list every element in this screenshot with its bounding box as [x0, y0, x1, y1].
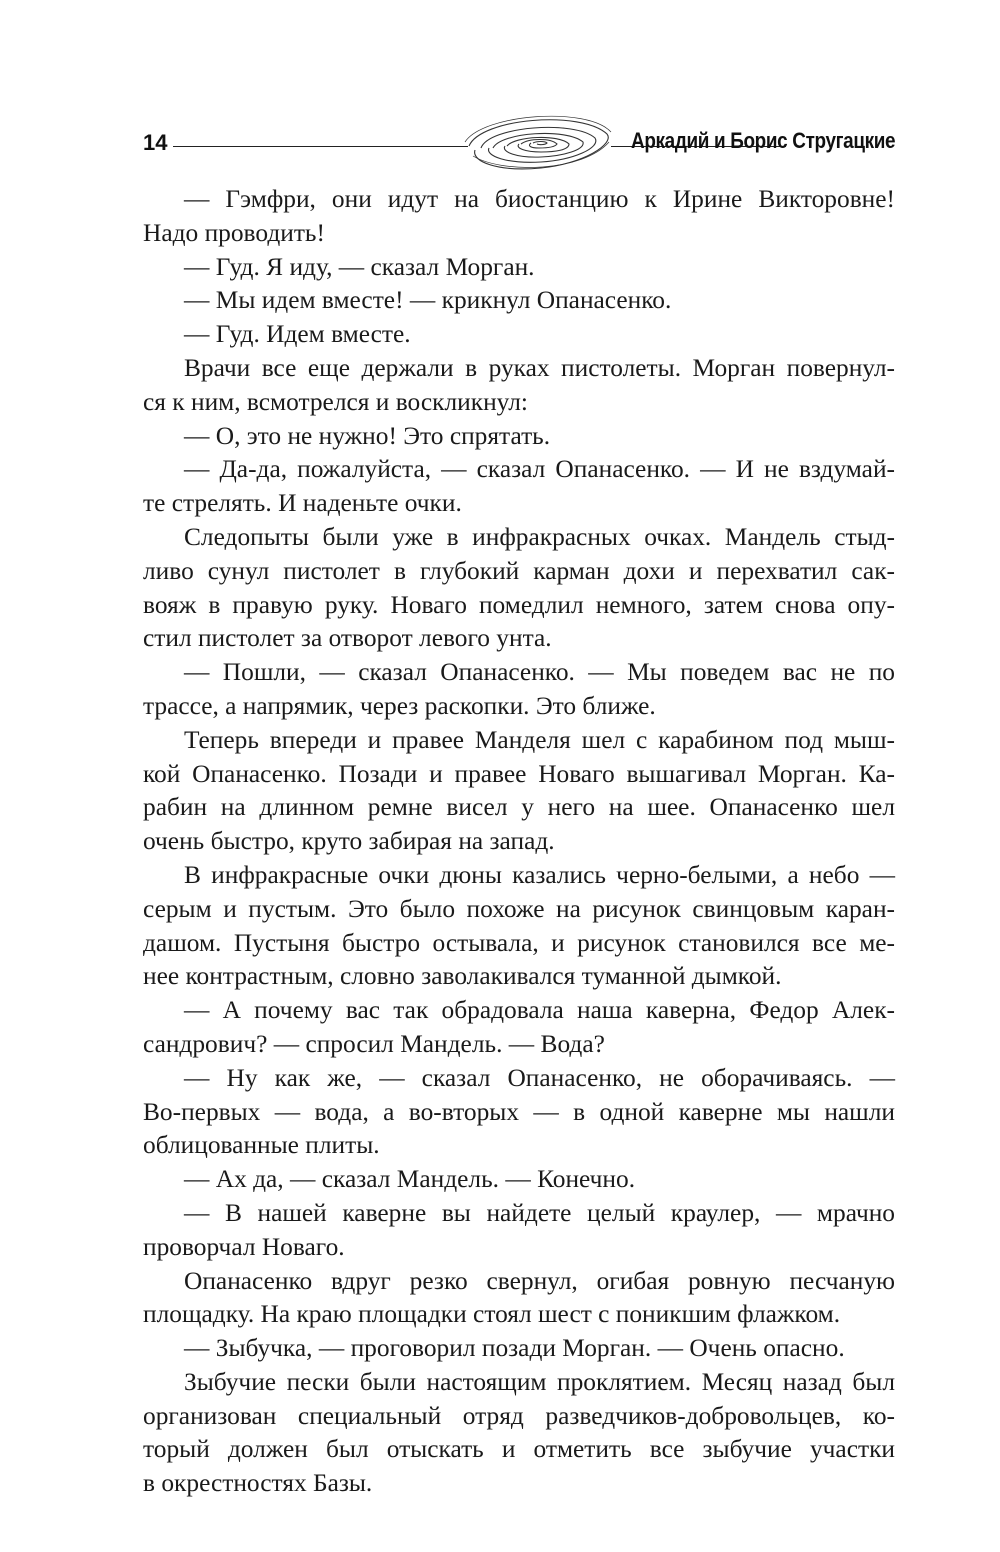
text-line: в окрестностях Базы.: [143, 1469, 373, 1498]
text-line: — Гуд. Я иду, — сказал Морган.: [184, 252, 535, 281]
text-line: облицованные плиты.: [143, 1131, 380, 1160]
text-line: — А почему вас так обрадовала наша каверна, Федор Алек-: [184, 996, 895, 1025]
text-line: Зыбучие пески были настоящим проклятием. Месяц назад был: [184, 1367, 895, 1396]
text-line: организован специальный отряд разведчиков-добровольцев, ко-: [143, 1401, 895, 1430]
text-line: — Ну как же, — сказал Опанасенко, не оборачиваясь. —: [184, 1063, 895, 1092]
text-line: рабин на длинном ремне висел у него на шее. Опанасенко шел: [143, 793, 895, 822]
text-line: ся к ним, всмотрелся и воскликнул:: [143, 387, 528, 416]
text-line: Теперь впереди и правее Манделя шел с карабином под мыш-: [184, 725, 895, 754]
spiral-ornament-icon: [463, 112, 613, 174]
text-line: вояж в правую руку. Новаго помедлил немного, затем снова опу-: [143, 590, 895, 619]
running-head: Аркадий и Борис Стругацкие: [630, 128, 895, 153]
text-line: — В нашей каверне вы найдете целый краулер, — мрачно: [184, 1198, 895, 1227]
text-line: трассе, а напрямик, через раскопки. Это ближе.: [143, 691, 656, 720]
text-line: ливо сунул пистолет в глубокий карман дохи и перехватил сак-: [143, 556, 895, 585]
text-line: — Пошли, — сказал Опанасенко. — Мы поведем вас не по: [184, 658, 895, 687]
text-line: — О, это не нужно! Это спрятать.: [184, 421, 551, 450]
text-line: кой Опанасенко. Позади и правее Новаго вышагивал Морган. Ка-: [143, 759, 895, 788]
text-line: очень быстро, круто забирая на запад.: [143, 827, 555, 856]
text-line: проворчал Новаго.: [143, 1232, 345, 1261]
text-line: — Да-да, пожалуйста, — сказал Опанасенко. — И не вздумай-: [184, 455, 895, 484]
text-line: Следопыты были уже в инфракрасных очках. Мандель стыд-: [184, 522, 895, 551]
header-rule-left: [173, 146, 468, 147]
text-line: площадку. На краю площадки стоял шест с поникшим флажком.: [143, 1300, 841, 1329]
body-text: [143, 183, 895, 1501]
text-line: стил пистолет за отворот левого унта.: [143, 624, 552, 653]
text-line: — Ах да, — сказал Мандель. — Конечно.: [184, 1165, 636, 1194]
text-line: дашом. Пустыня быстро остывала, и рисунок становился все ме-: [143, 928, 895, 957]
text-line: Опанасенко вдруг резко свернул, огибая ровную песчаную: [184, 1266, 895, 1295]
text-line: серым и пустым. Это было похоже на рисунок свинцовым каран-: [143, 894, 895, 923]
page-header: [143, 108, 895, 178]
text-line: — Мы идем вместе! — крикнул Опанасенко.: [184, 286, 672, 315]
text-line: сандрович? — спросил Мандель. — Вода?: [143, 1029, 605, 1058]
text-line: те стрелять. И наденьте очки.: [143, 489, 462, 518]
text-line: Во-первых — вода, а во-вторых — в одной каверне мы нашли: [143, 1097, 895, 1126]
text-line: — Зыбучка, — проговорил позади Морган. — Очень опасно.: [184, 1334, 845, 1363]
text-line: — Гуд. Идем вместе.: [184, 320, 411, 349]
text-line: торый должен был отыскать и отметить все зыбучие участки: [143, 1435, 895, 1464]
text-line: Врачи все еще держали в руках пистолеты. Морган повернул-: [184, 353, 895, 382]
text-line: нее контрастным, словно заволакивался туманной дымкой.: [143, 962, 782, 991]
text-line: В инфракрасные очки дюны казались черно-белыми, а небо —: [184, 860, 895, 889]
text-line: Надо проводить!: [143, 218, 325, 247]
page-number: 14: [143, 130, 168, 155]
text-line: — Гэмфри, они идут на биостанцию к Ирине Викторовне!: [184, 185, 895, 213]
